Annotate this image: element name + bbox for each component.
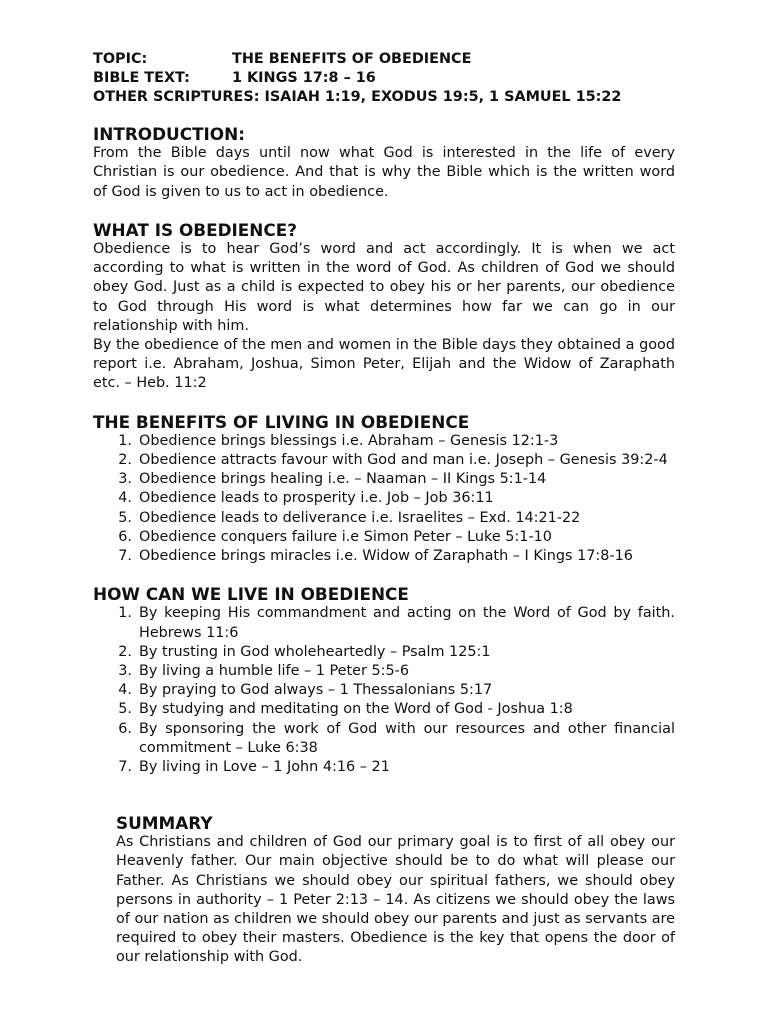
what-is-paragraph: By the obedience of the men and women in the Bible days they obtained a good report i.e. Abraham, Joshua, Simon Peter, Elijah and the Widow of Zaraphath etc. – Heb. 11:2 [93,337,675,392]
list-item-text: By trusting in God wholeheartedly – Psalm 125:1 [139,643,491,660]
what-is-obedience-section [93,221,675,394]
summary-heading: SUMMARY [116,813,213,833]
header-label: TOPIC: [93,51,148,67]
header-value: THE BENEFITS OF OBEDIENCE [232,51,472,67]
list-item: 5. By studying and meditating on the Word of God - Joshua 1:8 [93,700,675,719]
list-item-text: Obedience leads to deliverance i.e. Israelites – Exd. 14:21-22 [139,509,581,526]
list-item-text: Obedience brings healing i.e. – Naaman – II Kings 5:1-14 [139,471,547,488]
document-header [93,50,621,108]
list-item-text: Obedience conquers failure i.e Simon Peter – Luke 5:1-10 [139,528,552,545]
document-body [93,125,675,777]
list-item-text: By praying to God always – 1 Thessalonians 5:17 [139,682,493,699]
what-is-obedience-heading: WHAT IS OBEDIENCE? [93,219,297,240]
list-item: 7. By living in Love – 1 John 4:16 – 21 [93,758,675,777]
header-row-other-scriptures [93,88,621,107]
introduction-heading: INTRODUCTION: [93,124,245,144]
how-to-list [93,604,675,777]
introduction-section [93,125,675,202]
header-row-bible-text [93,69,621,88]
list-item: 5. Obedience leads to deliverance i.e. Israelites – Exd. 14:21-22 [93,509,675,528]
list-item: 3. By living a humble life – 1 Peter 5:5-6 [93,662,675,681]
header-value: ISAIAH 1:19, EXODUS 19:5, 1 SAMUEL 15:22 [264,89,622,106]
benefits-heading: THE BENEFITS OF LIVING IN OBEDIENCE [93,411,470,432]
list-item-text: By studying and meditating on the Word of God - Joshua 1:8 [139,701,573,718]
list-item-text: Obedience leads to prosperity i.e. Job – Job 36:11 [139,490,494,507]
list-item: 4. By praying to God always – 1 Thessalonians 5:17 [93,681,675,700]
list-item-text: By sponsoring the work of God with our resources and other financial commitment – Luke 6:38 [139,720,675,756]
list-item-text: Obedience brings blessings i.e. Abraham – Genesis 12:1-3 [139,432,559,449]
what-is-paragraph: Obedience is to hear God’s word and act accordingly. It is when we act according to what is written in the word of God. As children of God we should obey God. Just as a child is expected to obey his or her parents, our obedience to God through His word is what determines how far we can go in our relationship with him. [93,241,675,334]
summary-text: As Christians and children of God our primary goal is to first of all obey our Heavenly father. Our main objective should be to do what will please our Father. As Christians we should obey our spiritual fathers, we should obey persons in authority – 1 Peter 2:13 – 14. As citizens we should obey the laws of our nation as children we should obey our parents and just as servants are required to obey their masters. Obedience is the key that opens the door of our relationship with God. [116,834,675,966]
list-item: 4. Obedience leads to prosperity i.e. Job – Job 36:11 [93,489,675,508]
header-value: 1 KINGS 17:8 – 16 [232,70,376,87]
list-item: 7. Obedience brings miracles i.e. Widow of Zaraphath – I Kings 17:8-16 [93,547,675,566]
header-label: BIBLE TEXT: [93,70,190,87]
header-label: OTHER SCRIPTURES: [93,89,260,106]
list-item-text: By living a humble life – 1 Peter 5:5-6 [139,663,410,680]
benefits-section [93,413,675,567]
list-item-text: Obedience brings miracles i.e. Widow of Zaraphath – I Kings 17:8-16 [139,548,633,565]
list-item-text: By living in Love – 1 John 4:16 – 21 [139,759,390,776]
list-item: 6. Obedience conquers failure i.e Simon Peter – Luke 5:1-10 [93,528,675,547]
list-item-text: By keeping His commandment and acting on the Word of God by faith. Hebrews 11:6 [139,605,675,641]
list-item: 2. By trusting in God wholeheartedly – Psalm 125:1 [93,643,675,662]
how-to-obey-section [93,585,675,777]
list-item: 1. By keeping His commandment and acting on the Word of God by faith. Hebrews 11:6 [93,604,675,642]
list-item-text: Obedience attracts favour with God and man i.e. Joseph – Genesis 39:2-4 [139,452,668,469]
list-item: 3. Obedience brings healing i.e. – Naaman – II Kings 5:1-14 [93,470,675,489]
list-item: 1. Obedience brings blessings i.e. Abraham – Genesis 12:1-3 [93,432,675,451]
summary-section [116,814,675,968]
list-item: 2. Obedience attracts favour with God and man i.e. Joseph – Genesis 39:2-4 [93,451,675,470]
how-to-obey-heading: HOW CAN WE LIVE IN OBEDIENCE [93,584,409,605]
introduction-text: From the Bible days until now what God is interested in the life of every Christian is our obedience. And that is why the Bible which is the written word of God is given to us to act in obedience. [93,145,675,200]
list-item: 6. By sponsoring the work of God with our resources and other financial commitment – Luke 6:38 [93,720,675,758]
benefits-list [93,432,675,566]
header-row-topic [93,50,621,69]
